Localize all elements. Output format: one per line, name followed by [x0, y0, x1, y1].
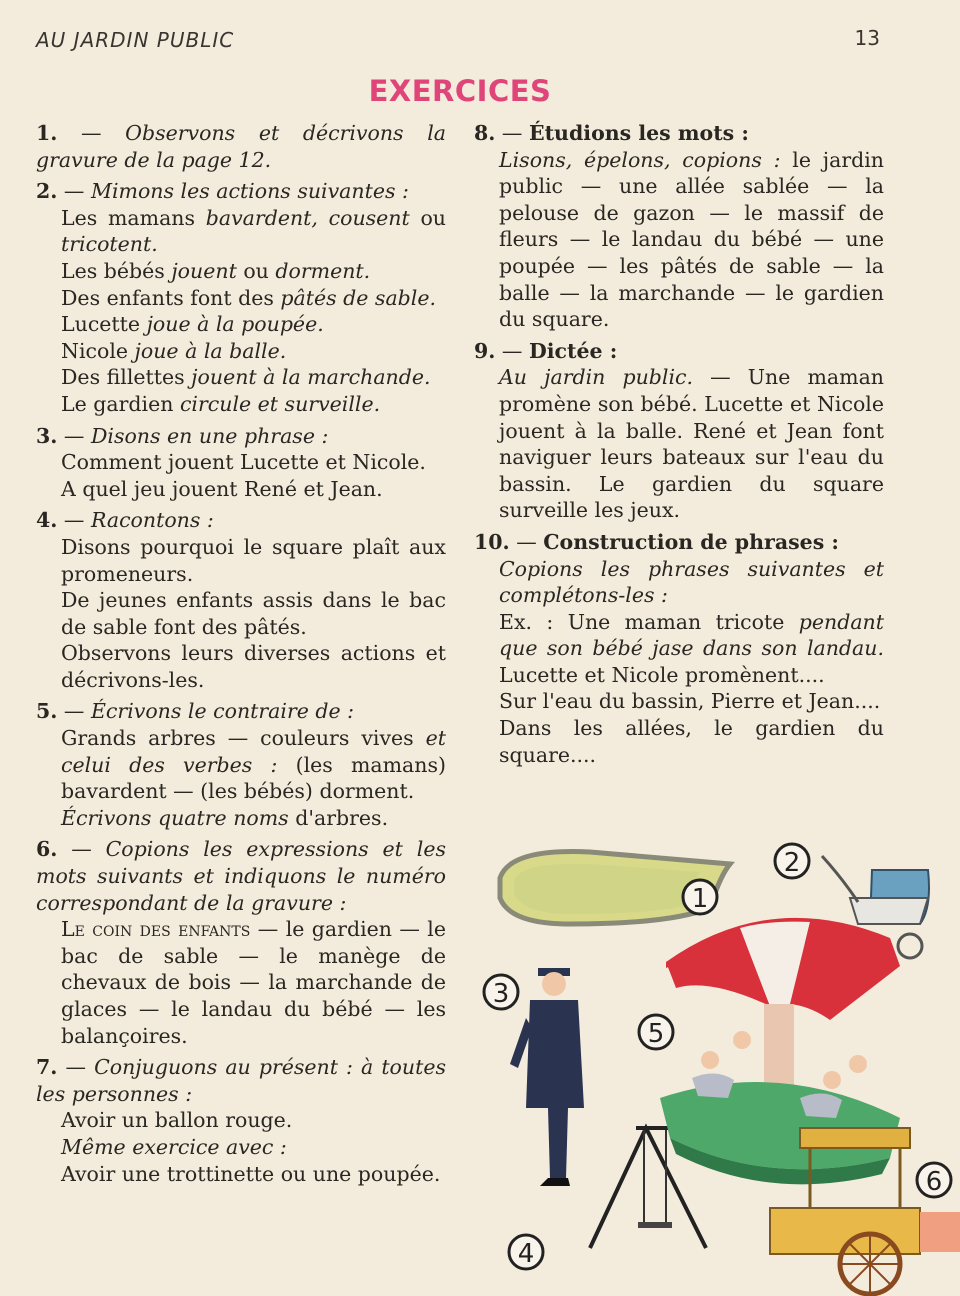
exercise-4 [36, 507, 446, 693]
exercise-5 [36, 698, 446, 831]
text-italic: jouent à la marchande. [191, 365, 431, 390]
exercise-line [36, 725, 446, 805]
exercise-line [36, 916, 446, 1049]
text-italic: dorment. [275, 258, 371, 283]
exercise-9 [474, 338, 884, 524]
label-3-text: 3 [492, 979, 510, 1009]
text: Ex. : Une maman tricote [499, 609, 799, 634]
exercise-line [36, 338, 446, 365]
label-5-text: 5 [647, 1019, 665, 1049]
dash: — [509, 529, 544, 554]
text-italic: Au jardin public. [499, 365, 694, 390]
exercise-line [474, 609, 884, 689]
text: Des enfants font des [61, 285, 281, 310]
text: — Une maman promène son bébé. Lucette et Nicole jouent à la balle. René et Jean font naviguer leurs bateaux sur l'eau du bassin. Le gardien du square surveille les jeux. [499, 365, 885, 523]
text: — le gardien — le bac de sable — le manège de chevaux de bois — la marchande de glaces — le landau du bébé — les balançoires. [61, 917, 446, 1048]
exercise-line [36, 805, 446, 832]
exercise-title: Dictée : [528, 338, 618, 363]
text: Lucette [61, 312, 147, 337]
text-italic: joue à la poupée. [146, 312, 324, 337]
exercise-line [474, 364, 884, 524]
exercise-7 [36, 1054, 446, 1187]
label-3 [484, 975, 518, 1009]
dash: — [495, 121, 529, 145]
label-1 [683, 880, 717, 914]
dash: — [57, 508, 91, 533]
right-column [474, 120, 884, 773]
dash: — [57, 1055, 95, 1080]
text: ou [409, 205, 447, 230]
exercise-number: 9. [474, 338, 496, 363]
label-2 [775, 844, 809, 878]
text: Lucette et Nicole promènent.... [499, 662, 825, 687]
exercise-line: Même exercice avec : [61, 1134, 287, 1159]
exercise-number: 7. [36, 1055, 58, 1080]
page-title: EXERCICES [368, 74, 552, 108]
exercise-prompt: Conjuguons au présent : à toutes les personnes : [36, 1055, 446, 1106]
exercise-line: A quel jeu jouent René et Jean. [61, 476, 383, 501]
text-italic: pâtés de sable. [280, 285, 436, 310]
exercise-6 [36, 836, 446, 1049]
text-italic: circule et surveille. [179, 391, 381, 416]
exercise-prompt: Disons en une phrase : [90, 423, 329, 448]
exercise-line: Dans les allées, le gardien du square.... [499, 716, 884, 767]
park-illustration [470, 828, 960, 1296]
dash: — [495, 338, 529, 363]
exercise-8 [474, 120, 884, 333]
text-italic: tricotent. [61, 232, 158, 257]
exercise-prompt: Racontons : [90, 508, 214, 533]
exercise-title: Construction de phrases : [543, 529, 839, 554]
exercise-prompt: Mimons les actions suivantes : [90, 179, 409, 204]
text: d'arbres. [288, 805, 389, 830]
exercise-number: 2. [36, 179, 58, 204]
exercise-number: 1. [36, 121, 58, 145]
label-1-text: 1 [691, 884, 709, 914]
exercise-number: 5. [36, 699, 58, 724]
exercise-line: Observons leurs diverses actions et décrivons-les. [61, 641, 446, 692]
exercise-line [36, 258, 446, 285]
exercise-line [36, 205, 446, 258]
dash: — [57, 423, 91, 448]
label-6 [917, 1163, 951, 1197]
park-drawing [470, 828, 960, 1296]
label-6-text: 6 [925, 1167, 943, 1197]
text: (les mamans) bavardent — (les bébés) dorment. [61, 752, 446, 804]
exercise-prompt: Copions les phrases suivantes et complétons-les : [499, 556, 884, 608]
text-italic: bavardent, cousent [205, 205, 410, 230]
text: Des fillettes [61, 365, 192, 390]
text-italic: pendant que son bébé jase dans son landau. [499, 609, 884, 661]
exercise-line: Sur l'eau du bassin, Pierre et Jean.... [499, 689, 881, 714]
dash: — [57, 837, 106, 862]
text: ou [236, 258, 276, 283]
exercise-2 [36, 178, 446, 417]
text-italic: Écrivons quatre noms [61, 805, 289, 830]
exercise-10 [474, 529, 884, 768]
page-number: 13 [854, 26, 880, 50]
dash: — [57, 179, 91, 204]
text: Grands arbres — couleurs vives [61, 726, 426, 751]
text-italic: et celui des verbes : [61, 726, 446, 777]
text-italic: Lisons, épelons, copions : [499, 147, 781, 172]
text: Les mamans [61, 205, 206, 230]
exercise-line [36, 391, 446, 418]
exercise-line [36, 364, 446, 391]
left-column [36, 120, 446, 1192]
exercise-prompt: Écrivons le contraire de : [90, 699, 355, 724]
text: le jardin public — une allée sablée — la pelouse de gazon — le massif de fleurs — le landau du bébé — une poupée — les pâtés de sable — la balle — la marchande — le gardien du square. [499, 147, 885, 332]
running-header: AU JARDIN PUBLIC [36, 28, 235, 52]
exercise-line: Disons pourquoi le square plaît aux promeneurs. [61, 534, 446, 586]
exercise-line [474, 147, 884, 333]
exercise-line [36, 311, 446, 338]
label-5 [639, 1015, 673, 1049]
label-4 [509, 1235, 543, 1269]
exercise-number: 4. [36, 508, 58, 533]
text-italic: jouent [171, 258, 237, 283]
exercise-number: 8. [474, 121, 496, 145]
dash: — [57, 699, 91, 724]
label-2-text: 2 [783, 848, 801, 878]
text-small-caps: Le coin des enfants [61, 917, 251, 942]
exercise-title: Étudions les mots : [528, 121, 749, 145]
exercise-number: 3. [36, 423, 58, 448]
park-guard [510, 968, 584, 1186]
text: Nicole [61, 338, 135, 363]
text-italic: joue à la balle. [134, 338, 287, 363]
exercise-1 [36, 120, 446, 173]
exercise-line: De jeunes enfants assis dans le bac de sable font des pâtés. [61, 588, 446, 639]
dash: — [57, 121, 126, 145]
label-4-text: 4 [517, 1239, 535, 1269]
exercise-line: Comment jouent Lucette et Nicole. [61, 450, 426, 475]
exercise-3 [36, 423, 446, 503]
exercise-number: 6. [36, 837, 58, 862]
exercise-line: Avoir une trottinette ou une poupée. [61, 1161, 441, 1186]
text: Les bébés [61, 258, 172, 283]
exercise-line [36, 285, 446, 312]
text: Le gardien [61, 391, 180, 416]
exercise-line: Avoir un ballon rouge. [61, 1108, 293, 1133]
exercise-prompt: Observons et décrivons la gravure de la page 12. [36, 121, 446, 172]
exercise-number: 10. [474, 529, 510, 554]
exercise-prompt: Copions les expressions et les mots suivants et indiquons le numéro correspondant de la gravure : [36, 837, 446, 915]
